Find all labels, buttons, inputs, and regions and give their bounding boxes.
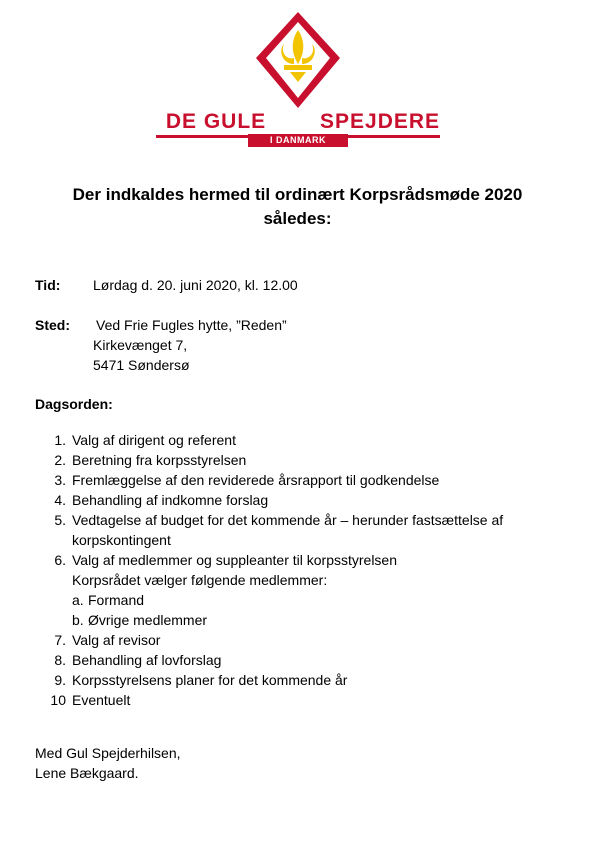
agenda-item-number: 1. [54,432,66,448]
agenda-item-number: 2. [54,452,66,468]
agenda-item-number: 7. [54,632,66,648]
logo-subtitle: I DANMARK [248,134,348,147]
agenda-item-text: Valg af revisor [72,632,161,648]
agenda-item-text: Valg af medlemmer og suppleanter til korpsstyrelsen [72,552,398,568]
agenda-item [35,470,575,490]
agenda-heading: Dagsorden: [35,396,113,412]
agenda-item [35,690,575,710]
agenda-item-text: Beretning fra korpsstyrelsen [72,452,247,468]
agenda-item [35,450,575,470]
closing [35,743,181,783]
agenda-item-text: Vedtagelse af budget for det kommende år – herunder fastsættelse af korpskontingent [72,512,504,548]
page-title [40,183,555,231]
time-label: Tid: [35,277,61,293]
logo-right-word: SPEJDERE [320,110,441,133]
agenda-item-text: Behandling af indkomne forslag [72,492,269,508]
closing-greeting: Med Gul Spejderhilsen, [35,745,181,761]
agenda-item-text: Eventuelt [72,692,131,708]
agenda-item-text: Fremlæggelse af den reviderede årsrapport til godkendelse [72,472,440,488]
agenda-sub-item-text: Formand [88,592,145,608]
agenda-item [35,550,575,630]
agenda-item-text: Korpsstyrelsens planer for det kommende år [72,672,348,688]
agenda-item-text: Behandling af lovforslag [72,652,222,668]
agenda-item-number: 9. [54,672,66,688]
agenda-item [35,670,575,690]
place-label: Sted: [35,317,70,333]
title-line-2: således: [263,209,332,228]
agenda-item-number: 5. [54,512,66,528]
agenda-item-number: 6. [54,552,66,568]
agenda-sub-item-letter: a. [72,592,84,608]
agenda-sub-list [72,590,575,630]
agenda-item-text: Valg af dirigent og referent [72,432,236,448]
agenda-sub-item-letter: b. [72,612,84,628]
agenda-item [35,650,575,670]
title-line-1: Der indkaldes hermed til ordinært Korpsrådsmøde 2020 [72,185,523,204]
agenda-list [35,430,575,710]
agenda-item-number: 3. [54,472,66,488]
time-value: Lørdag d. 20. juni 2020, kl. 12.00 [93,277,298,293]
agenda-sub-item [72,610,575,630]
logo-left-word: DE GULE [165,110,267,133]
agenda-item-number: 8. [54,652,66,668]
closing-signature: Lene Bækgaard. [35,765,139,781]
fleur-de-lis-emblem-icon [254,10,342,110]
agenda-sub-item-text: Øvrige medlemmer [88,612,208,628]
agenda-item [35,490,575,510]
agenda-item [35,430,575,450]
agenda-sub-item [72,590,575,610]
agenda-item [35,630,575,650]
scout-logo [156,10,440,145]
agenda-item-number: 4. [54,492,66,508]
agenda-item [35,510,575,550]
place-line-3: 5471 Søndersø [93,357,190,373]
agenda-item-number: 10 [50,692,66,708]
place-line-1: Ved Frie Fugles hytte, ”Reden” [96,317,287,333]
agenda-item-note: Korpsrådet vælger følgende medlemmer: [72,572,328,588]
place-line-2: Kirkevænget 7, [93,337,188,353]
